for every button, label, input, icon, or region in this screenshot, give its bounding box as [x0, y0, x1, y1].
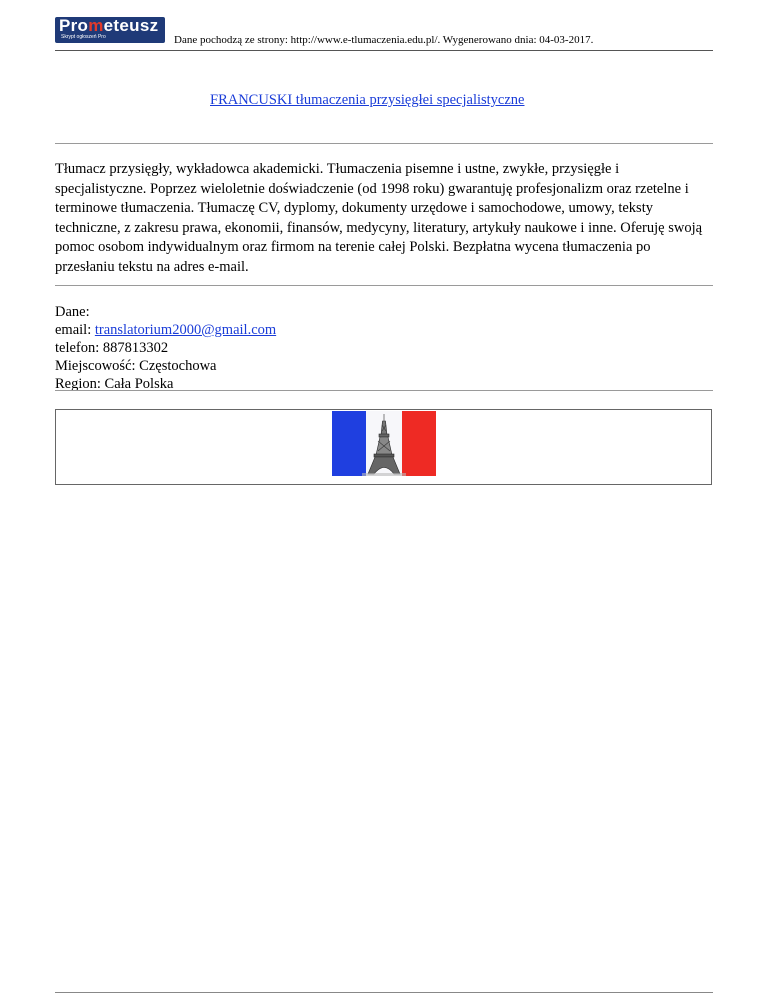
listing-description: Tłumacz przysięgły, wykładowca akademicki. Tłumaczenia pisemne i ustne, zwykłe, przysięgłe i specjalistyczne. Poprzez wieloletnie doświadczenie (od 1998 roku) gwarantuję profesjonalizm oraz rzetelne i terminowe tłumaczenia. Tłumaczę CV, dyplomy, dokumenty urzędowe i samochodowe, umowy, teksty techniczne, z zakresu prawa, ekonomii, finansów, medycyny, literatury, artykuły naukowe i inne. Oferuję swoją pomoc osobom indywidualnym oraz firmom na terenie całej Polski. Bezpłatna wycena tłumaczenia po przesłaniu tekstu na adres e-mail. — [55, 161, 703, 275]
prometeusz-logo — [55, 17, 165, 43]
listing-title-link[interactable]: FRANCUSKI tłumaczenia przysięgłei specjalistyczne — [210, 92, 525, 108]
header-divider — [55, 50, 713, 51]
logo-tagline: Skrypt ogłoszeń Pro — [61, 34, 106, 40]
phone-row: telefon: 887813302 — [55, 340, 169, 356]
phone-value: 887813302 — [102, 340, 169, 356]
email-row: email: translatorium2000@gmail.com — [55, 322, 277, 338]
source-info: Dane pochodzą ze strony: http://www.e-tlumaczenia.edu.pl/. Wygenerowano dnia: 04-03-2017. — [174, 34, 594, 46]
footer-divider — [55, 992, 713, 993]
region-row: Region: Cała Polska — [55, 376, 174, 392]
logo-wordmark: Prometeusz — [59, 17, 159, 35]
title-divider — [55, 143, 713, 144]
contact-heading: Dane: — [55, 304, 90, 320]
description-divider — [55, 285, 713, 286]
region-value: Cała Polska — [104, 376, 174, 392]
french-flag-eiffel-tower-image — [332, 411, 436, 476]
city-row: Miejscowość: Częstochowa — [55, 358, 217, 374]
email-link[interactable]: translatorium2000@gmail.com — [94, 322, 277, 338]
city-value: Częstochowa — [139, 358, 217, 374]
contact-divider — [55, 390, 713, 391]
contact-details — [55, 303, 276, 393]
